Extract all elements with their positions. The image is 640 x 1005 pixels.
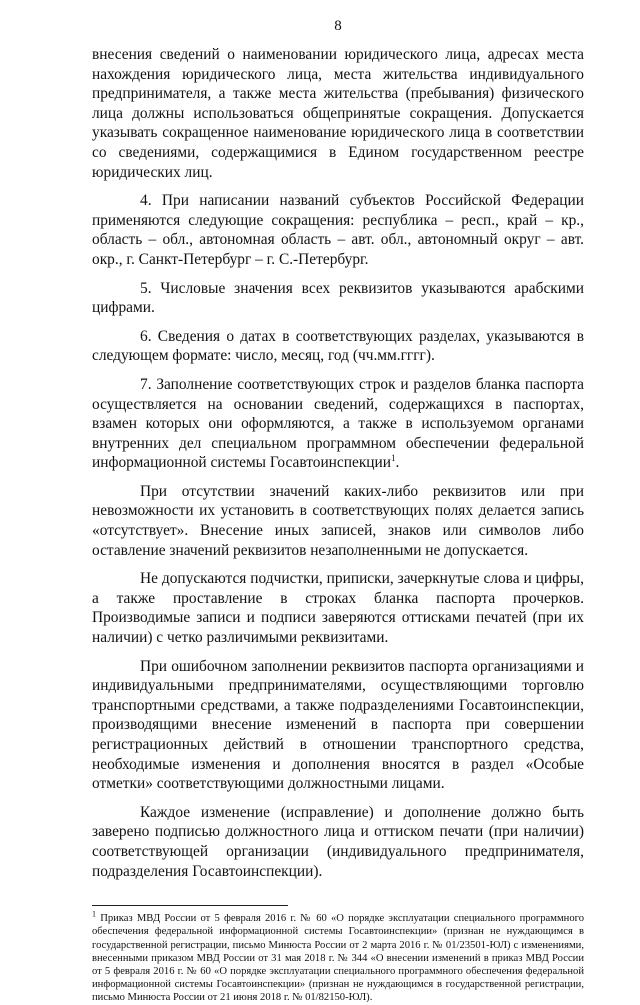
paragraph-item-7-text: 7. Заполнение соответствующих строк и разделов бланка паспорта осуществляется на основании сведений, содержащихся в паспортах, взамен которых они оформляются, а также в используемом органами внутренних дел специальном программном обеспечении федеральной информационной системы Госавтоинспекции — [92, 375, 584, 472]
footnote-text: Приказ МВД России от 5 февраля 2016 г. № 60 «О порядке эксплуатации специального программного обеспечения федеральной информационной системы Госавтоинспекции» (признан не нуждающимся в государственной регистрации, письмо Минюста России от 2 марта 2016 г. № 01/23501-ЮЛ) с изменениями, внесенными приказом МВД России от 31 мая 2018 г. № 344 «О внесении изменений в приказ МВД России от 5 февраля 2016 г. № 60 «О порядке эксплуатации специального программного обеспечения федеральной информационной системы Госавтоинспекции» (признан не нуждающимся в государственной регистрации, письмо Минюста России от 21 июня 2018 г. № 01/82150-ЮЛ). — [92, 913, 584, 1004]
paragraph-1: внесения сведений о наименовании юридического лица, адресах места нахождения юридического лица, места жительства индивидуального предпринимателя, а также места жительства (пребывания) физического лица должны использоваться общепринятые сокращения. Допускается указывать сокращенное наименование юридического лица в соответствии со сведениями, содержащимися в Едином государственном реестре юридических лиц. — [92, 46, 584, 181]
paragraph-item-4: 4. При написании названий субъектов Российской Федерации применяются следующие сокращения: республика – респ., край – кр., область – обл., автономная область – авт. обл., автономный округ – авт. окр., г. Санкт-Петербург – г. С.-Петербург. — [92, 192, 584, 268]
paragraph-item-7 — [92, 375, 584, 473]
footnote-marker: 1 — [92, 909, 96, 919]
paragraph-missing-values: При отсутствии значений каких-либо реквизитов или при невозможности их установить в соответствующих полях делается запись «отсутствует». Внесение иных записей, знаков или символов либо оставление значений реквизитов незаполненными не допускается. — [92, 482, 584, 559]
document-body — [92, 45, 584, 881]
paragraph-item-7-tail: . — [395, 454, 400, 472]
paragraph-erroneous-filling: При ошибочном заполнении реквизитов паспорта организациями и индивидуальными предпринимателями, осуществляющими торговлю транспортными средствами, а также подразделениями Госавтоинспекции, производящими внесение изменений в паспорта при совершении регистрационных действий в отношении транспортного средства, необходимые изменения и дополнения вносятся в раздел «Особые отметки» соответствующими должностными лицами. — [92, 657, 584, 793]
footnote — [92, 909, 584, 1004]
paragraph-certification: Каждое изменение (исправление) и дополнение должно быть заверено подписью должностного лица и оттиском печати (при наличии) соответствующей организации (индивидуального предпринимателя, подразделения Госавтоинспекции). — [92, 803, 584, 880]
paragraph-item-5: 5. Числовые значения всех реквизитов указываются арабскими цифрами. — [92, 279, 584, 317]
paragraph-item-6: 6. Сведения о датах в соответствующих разделах, указываются в следующем формате: число, месяц, год (чч.мм.гггг). — [92, 327, 584, 365]
paragraph-no-erasures: Не допускаются подчистки, приписки, зачеркнутые слова и цифры, а также проставление в строках бланка паспорта прочерков. Производимые записи и подписи заверяются оттисками печатей (при их наличии) с четко различимыми реквизитами. — [92, 570, 584, 647]
footnote-divider — [92, 905, 288, 906]
footnote-reference: 1 — [391, 453, 396, 464]
page-number: 8 — [334, 18, 342, 34]
